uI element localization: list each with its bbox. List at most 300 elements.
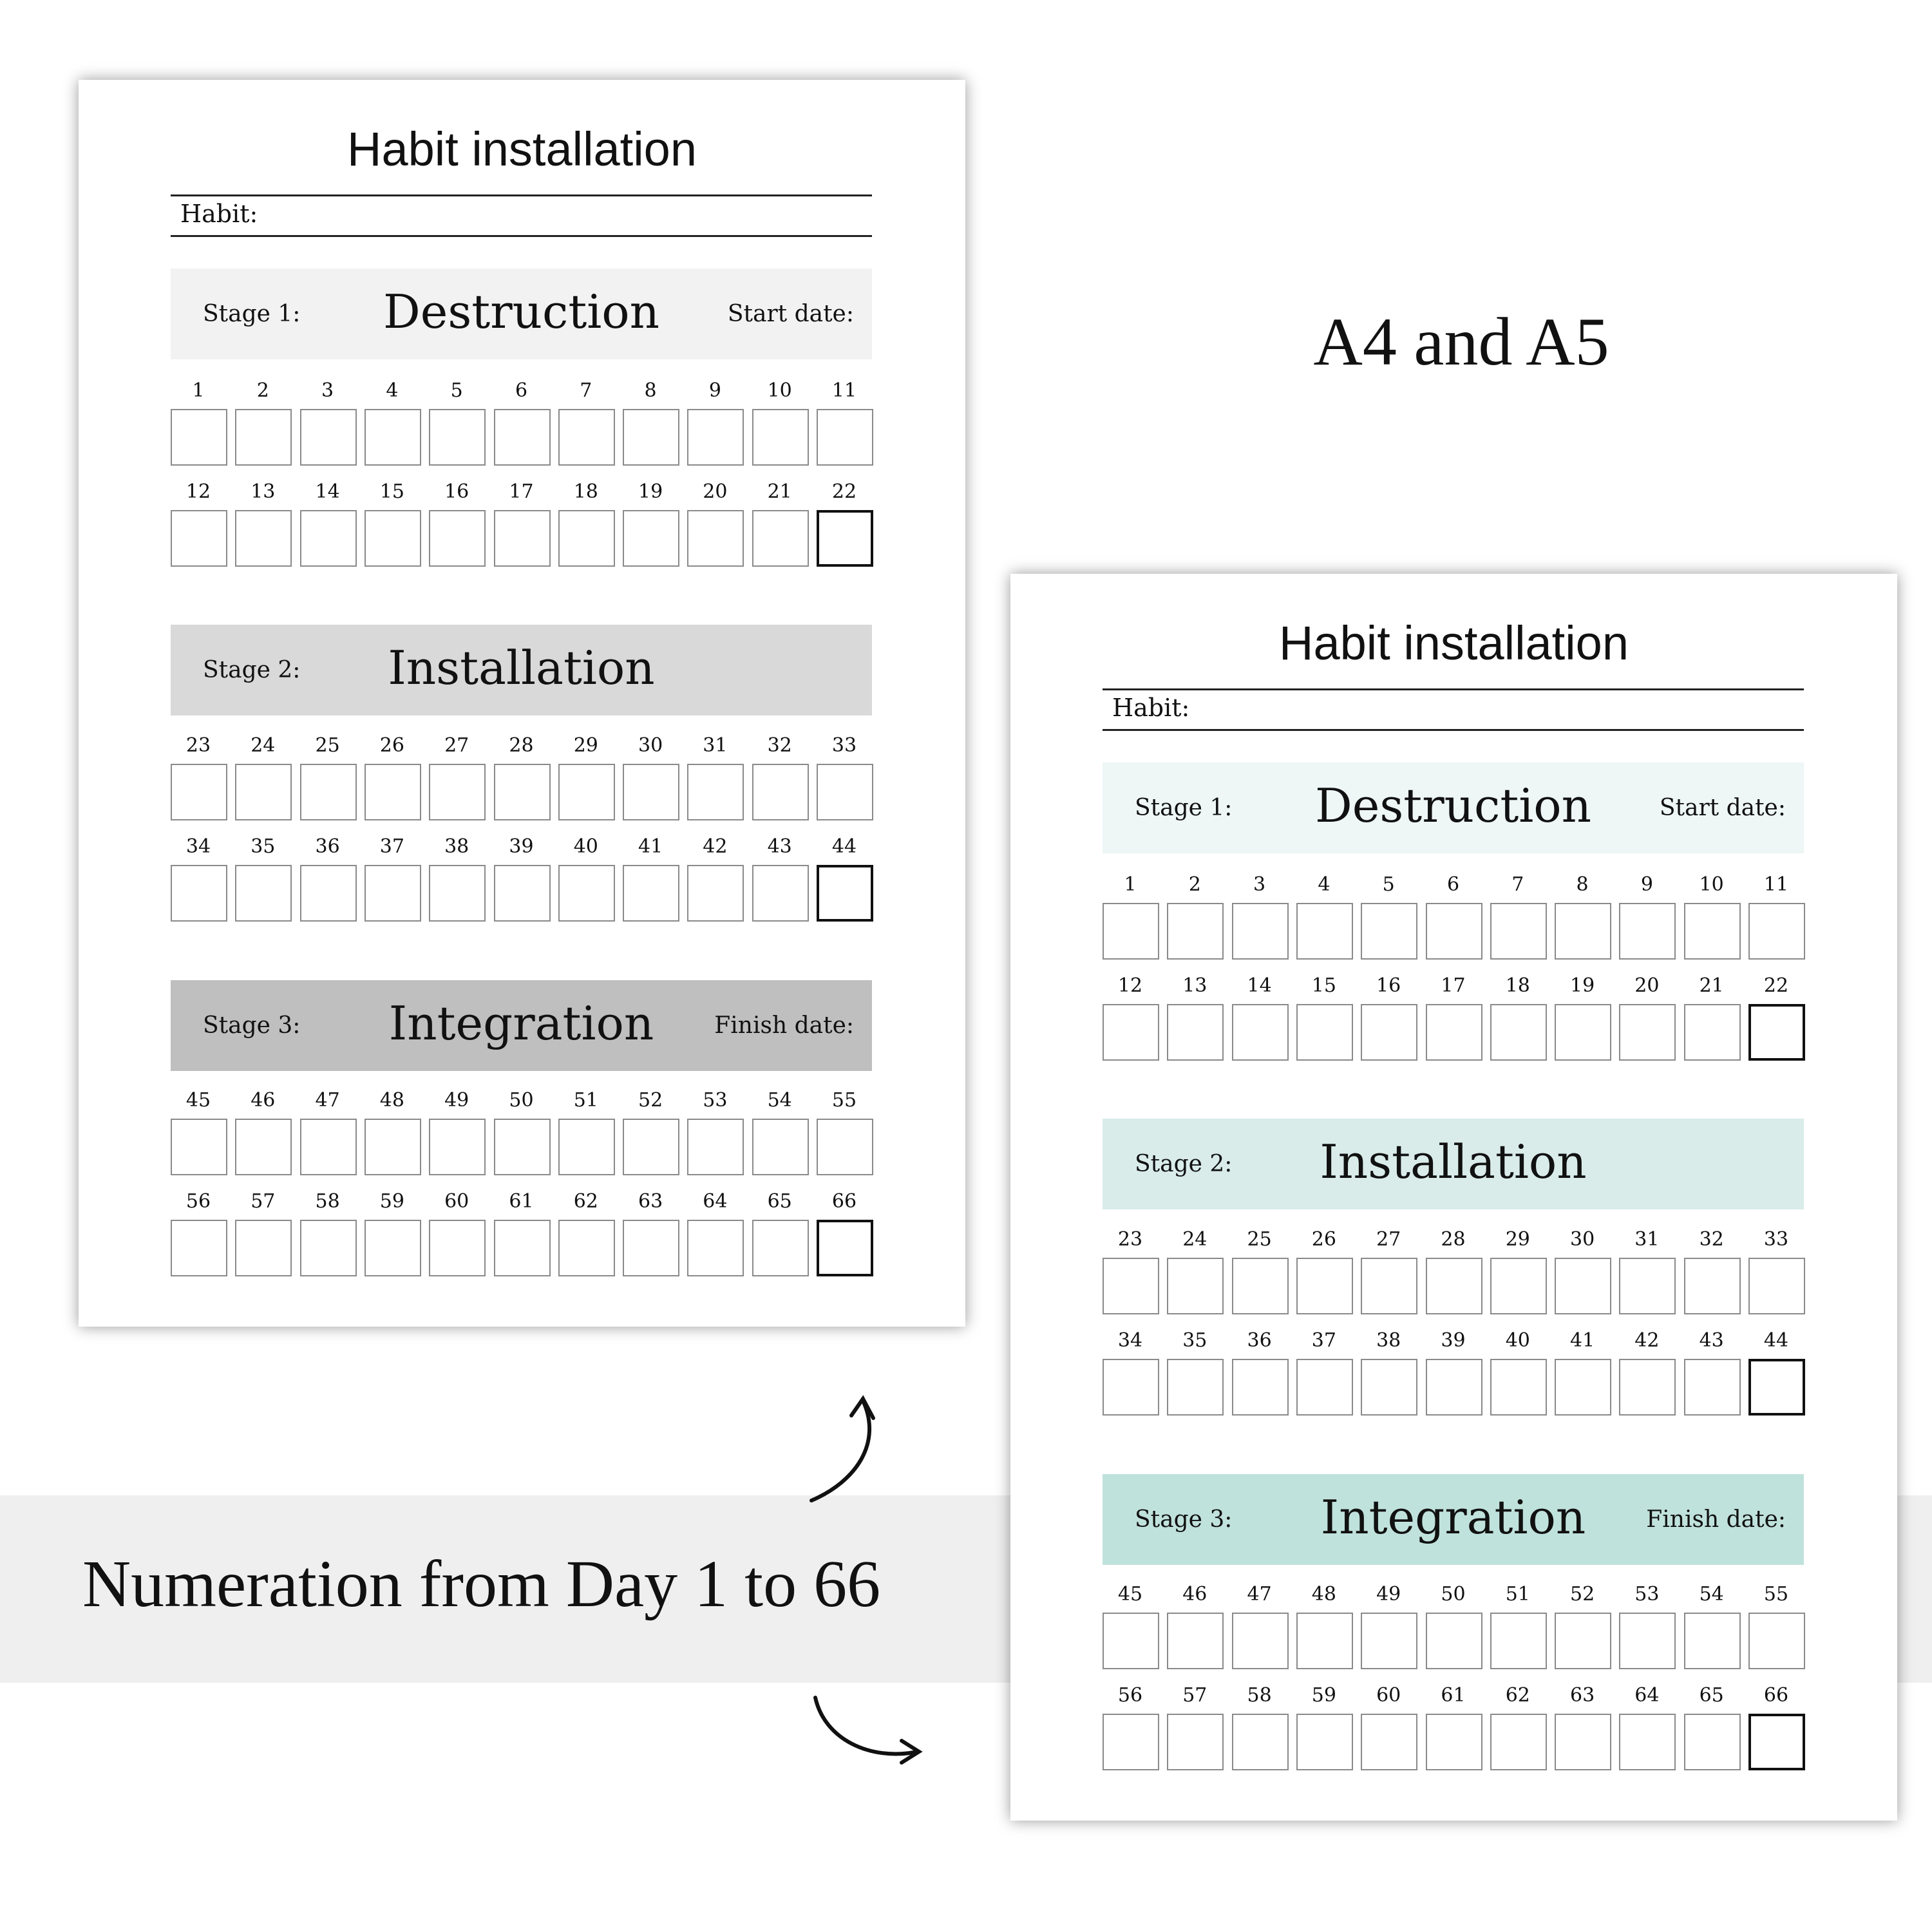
day-checkbox[interactable] bbox=[1232, 1359, 1289, 1416]
day-cell bbox=[687, 480, 743, 565]
day-checkbox[interactable] bbox=[752, 409, 809, 466]
day-number: 41 bbox=[1570, 1329, 1595, 1352]
day-checkbox[interactable] bbox=[300, 510, 357, 567]
day-row bbox=[1103, 873, 1811, 961]
day-checkbox[interactable] bbox=[1490, 1714, 1547, 1770]
day-cell bbox=[1748, 1583, 1804, 1668]
day-number: 14 bbox=[315, 480, 340, 503]
day-checkbox[interactable] bbox=[1167, 1258, 1224, 1314]
day-number: 11 bbox=[1763, 873, 1789, 896]
day-cell bbox=[687, 1190, 743, 1275]
day-number: 46 bbox=[1182, 1583, 1208, 1605]
day-checkbox[interactable] bbox=[1296, 1004, 1353, 1061]
day-checkbox[interactable] bbox=[623, 409, 679, 466]
day-cell bbox=[752, 379, 808, 464]
day-checkbox[interactable] bbox=[1361, 903, 1417, 960]
day-cell bbox=[494, 1089, 549, 1174]
day-checkbox[interactable] bbox=[1555, 1714, 1611, 1770]
day-cell bbox=[494, 1190, 549, 1275]
day-cell bbox=[1555, 974, 1610, 1059]
day-number: 34 bbox=[185, 835, 211, 858]
stage-label: Stage 1: bbox=[1135, 795, 1233, 821]
day-checkbox[interactable] bbox=[1426, 1714, 1482, 1770]
day-checkbox[interactable] bbox=[1232, 1714, 1289, 1770]
day-number: 23 bbox=[185, 734, 211, 757]
day-checkbox[interactable] bbox=[171, 764, 227, 820]
day-number: 41 bbox=[638, 835, 663, 858]
day-cell bbox=[235, 734, 290, 819]
day-checkbox[interactable] bbox=[1167, 1359, 1224, 1416]
day-cell bbox=[235, 835, 290, 920]
day-number: 6 bbox=[515, 379, 528, 402]
day-number: 48 bbox=[379, 1089, 404, 1112]
day-checkbox[interactable] bbox=[1296, 1714, 1353, 1770]
day-number: 48 bbox=[1311, 1583, 1336, 1605]
day-checkbox[interactable] bbox=[1361, 1714, 1417, 1770]
day-cell bbox=[300, 379, 355, 464]
day-checkbox[interactable] bbox=[752, 510, 809, 567]
day-checkbox[interactable] bbox=[1232, 1613, 1289, 1669]
day-checkbox[interactable] bbox=[171, 409, 227, 466]
day-checkbox[interactable] bbox=[494, 865, 551, 922]
day-checkbox[interactable] bbox=[235, 865, 292, 922]
day-checkbox[interactable] bbox=[235, 510, 292, 567]
day-checkbox[interactable] bbox=[687, 1119, 744, 1175]
day-cell bbox=[1232, 974, 1287, 1059]
day-number: 65 bbox=[767, 1190, 792, 1213]
day-number: 16 bbox=[444, 480, 469, 503]
day-cell bbox=[1361, 1228, 1416, 1313]
day-checkbox[interactable] bbox=[365, 409, 421, 466]
day-number: 43 bbox=[1699, 1329, 1724, 1352]
day-cell bbox=[1555, 1583, 1610, 1668]
day-number: 44 bbox=[1763, 1329, 1789, 1352]
day-number: 42 bbox=[1634, 1329, 1660, 1352]
day-checkbox[interactable] bbox=[687, 510, 744, 567]
day-cell bbox=[1426, 974, 1481, 1059]
stage-date-label: Start date: bbox=[1659, 795, 1786, 821]
day-checkbox[interactable] bbox=[300, 865, 357, 922]
day-checkbox[interactable] bbox=[1748, 1359, 1805, 1416]
day-cell bbox=[429, 1089, 484, 1174]
day-checkbox[interactable] bbox=[752, 764, 809, 820]
day-cell bbox=[1103, 974, 1158, 1059]
day-cell bbox=[235, 480, 290, 565]
day-number: 14 bbox=[1247, 974, 1272, 997]
day-number: 47 bbox=[315, 1089, 340, 1112]
day-number: 53 bbox=[1634, 1583, 1660, 1605]
day-number: 27 bbox=[1376, 1228, 1401, 1251]
day-checkbox[interactable] bbox=[365, 1119, 421, 1175]
day-checkbox[interactable] bbox=[817, 1220, 873, 1276]
day-checkbox[interactable] bbox=[429, 1220, 486, 1276]
day-checkbox[interactable] bbox=[1426, 1004, 1482, 1061]
day-checkbox[interactable] bbox=[1748, 1714, 1805, 1770]
day-checkbox[interactable] bbox=[1103, 1359, 1159, 1416]
habit-label: Habit: bbox=[1112, 694, 1190, 722]
day-cell bbox=[1619, 873, 1674, 958]
day-checkbox[interactable] bbox=[235, 764, 292, 820]
day-number: 27 bbox=[444, 734, 469, 757]
day-number: 30 bbox=[1570, 1228, 1595, 1251]
day-checkbox[interactable] bbox=[1684, 1714, 1741, 1770]
day-checkbox[interactable] bbox=[1361, 1004, 1417, 1061]
day-cell bbox=[1684, 873, 1739, 958]
day-checkbox[interactable] bbox=[558, 409, 615, 466]
numeration-caption: Numeration from Day 1 to 66 bbox=[82, 1547, 881, 1621]
stage-band bbox=[1103, 762, 1804, 853]
day-number: 63 bbox=[638, 1190, 663, 1213]
stage-name: Installation bbox=[388, 641, 655, 695]
day-checkbox[interactable] bbox=[429, 865, 486, 922]
day-cell bbox=[429, 835, 484, 920]
day-cell bbox=[817, 379, 872, 464]
day-checkbox[interactable] bbox=[1619, 903, 1676, 960]
day-checkbox[interactable] bbox=[1426, 903, 1482, 960]
day-cell bbox=[171, 1190, 226, 1275]
day-cell bbox=[558, 379, 614, 464]
day-checkbox[interactable] bbox=[1555, 1359, 1611, 1416]
day-number: 61 bbox=[509, 1190, 534, 1213]
day-number: 29 bbox=[573, 734, 598, 757]
day-checkbox[interactable] bbox=[1619, 1613, 1676, 1669]
day-number: 45 bbox=[1117, 1583, 1143, 1605]
day-cell bbox=[1103, 873, 1158, 958]
day-checkbox[interactable] bbox=[1748, 1004, 1805, 1061]
day-cell bbox=[1167, 1684, 1222, 1769]
day-checkbox[interactable] bbox=[817, 1119, 873, 1175]
day-checkbox[interactable] bbox=[1103, 903, 1159, 960]
day-checkbox[interactable] bbox=[1426, 1258, 1482, 1314]
day-checkbox[interactable] bbox=[1103, 1714, 1159, 1770]
day-cell bbox=[494, 379, 549, 464]
day-cell bbox=[235, 379, 290, 464]
day-checkbox[interactable] bbox=[171, 1119, 227, 1175]
day-checkbox[interactable] bbox=[1490, 903, 1547, 960]
day-number: 31 bbox=[703, 734, 728, 757]
stage-label: Stage 3: bbox=[1135, 1506, 1233, 1533]
day-cell bbox=[1103, 1684, 1158, 1769]
arrow-up-head-icon bbox=[851, 1399, 873, 1418]
day-checkbox[interactable] bbox=[365, 1220, 421, 1276]
day-checkbox[interactable] bbox=[429, 409, 486, 466]
page-title: Habit installation bbox=[347, 122, 697, 176]
stage-name: Destruction bbox=[383, 285, 659, 339]
day-checkbox[interactable] bbox=[623, 1220, 679, 1276]
day-cell bbox=[1490, 1583, 1546, 1668]
day-checkbox[interactable] bbox=[558, 764, 615, 820]
day-cell bbox=[623, 480, 678, 565]
day-checkbox[interactable] bbox=[1232, 1258, 1289, 1314]
day-number: 55 bbox=[1763, 1583, 1789, 1605]
day-number: 8 bbox=[644, 379, 657, 402]
day-cell bbox=[1232, 1228, 1287, 1313]
day-number: 12 bbox=[1117, 974, 1143, 997]
day-number: 17 bbox=[509, 480, 534, 503]
day-number: 59 bbox=[379, 1190, 404, 1213]
day-checkbox[interactable] bbox=[1103, 1004, 1159, 1061]
day-checkbox[interactable] bbox=[300, 1119, 357, 1175]
day-number: 17 bbox=[1441, 974, 1466, 997]
day-cell bbox=[817, 734, 872, 819]
day-number: 5 bbox=[450, 379, 463, 402]
day-number: 43 bbox=[767, 835, 792, 858]
day-number: 8 bbox=[1576, 873, 1589, 896]
day-checkbox[interactable] bbox=[1426, 1613, 1482, 1669]
day-checkbox[interactable] bbox=[817, 510, 873, 567]
day-checkbox[interactable] bbox=[1555, 1258, 1611, 1314]
day-checkbox[interactable] bbox=[687, 409, 744, 466]
day-number: 26 bbox=[379, 734, 404, 757]
day-checkbox[interactable] bbox=[817, 409, 873, 466]
day-checkbox[interactable] bbox=[1684, 903, 1741, 960]
day-checkbox[interactable] bbox=[1684, 1613, 1741, 1669]
day-checkbox[interactable] bbox=[365, 865, 421, 922]
day-cell bbox=[494, 835, 549, 920]
day-number: 63 bbox=[1570, 1684, 1595, 1707]
day-number: 6 bbox=[1446, 873, 1460, 896]
day-checkbox[interactable] bbox=[171, 510, 227, 567]
day-checkbox[interactable] bbox=[1232, 903, 1289, 960]
day-cell bbox=[300, 480, 355, 565]
day-number: 15 bbox=[379, 480, 404, 503]
day-number: 29 bbox=[1505, 1228, 1530, 1251]
day-number: 64 bbox=[703, 1190, 728, 1213]
day-number: 66 bbox=[831, 1190, 857, 1213]
day-cell bbox=[171, 379, 226, 464]
day-number: 57 bbox=[251, 1190, 276, 1213]
day-number: 10 bbox=[1699, 873, 1724, 896]
day-checkbox[interactable] bbox=[817, 764, 873, 820]
day-checkbox[interactable] bbox=[1619, 1359, 1676, 1416]
day-checkbox[interactable] bbox=[1619, 1714, 1676, 1770]
day-number: 35 bbox=[1182, 1329, 1208, 1352]
day-checkbox[interactable] bbox=[1167, 1004, 1224, 1061]
day-checkbox[interactable] bbox=[752, 865, 809, 922]
day-cell bbox=[1619, 1228, 1674, 1313]
day-number: 3 bbox=[1253, 873, 1266, 896]
day-cell bbox=[1555, 1684, 1610, 1769]
day-cell bbox=[365, 1190, 420, 1275]
day-number: 38 bbox=[1376, 1329, 1401, 1352]
day-row bbox=[1103, 1684, 1811, 1772]
day-number: 39 bbox=[1441, 1329, 1466, 1352]
day-number: 30 bbox=[638, 734, 663, 757]
day-number: 59 bbox=[1311, 1684, 1336, 1707]
day-cell bbox=[1232, 1583, 1287, 1668]
day-row bbox=[171, 1190, 879, 1278]
day-cell bbox=[171, 480, 226, 565]
day-cell bbox=[1490, 1684, 1546, 1769]
stage-band bbox=[1103, 1119, 1804, 1209]
day-number: 12 bbox=[185, 480, 211, 503]
day-cell bbox=[1296, 1329, 1352, 1414]
day-cell bbox=[1619, 1583, 1674, 1668]
day-number: 46 bbox=[251, 1089, 276, 1112]
day-checkbox[interactable] bbox=[752, 1220, 809, 1276]
day-cell bbox=[1490, 1329, 1546, 1414]
day-checkbox[interactable] bbox=[1619, 1258, 1676, 1314]
day-checkbox[interactable] bbox=[1103, 1613, 1159, 1669]
day-cell bbox=[623, 835, 678, 920]
day-cell bbox=[1426, 1684, 1481, 1769]
day-number: 51 bbox=[1505, 1583, 1530, 1605]
day-row bbox=[1103, 1228, 1811, 1316]
day-checkbox[interactable] bbox=[494, 409, 551, 466]
day-checkbox[interactable] bbox=[1619, 1004, 1676, 1061]
day-cell bbox=[1167, 1583, 1222, 1668]
day-checkbox[interactable] bbox=[429, 510, 486, 567]
day-checkbox[interactable] bbox=[1296, 903, 1353, 960]
day-checkbox[interactable] bbox=[171, 1220, 227, 1276]
day-checkbox[interactable] bbox=[623, 510, 679, 567]
stage-band bbox=[171, 625, 872, 715]
day-cell bbox=[365, 480, 420, 565]
day-number: 16 bbox=[1376, 974, 1401, 997]
day-row bbox=[171, 1089, 879, 1177]
day-checkbox[interactable] bbox=[1361, 1613, 1417, 1669]
day-checkbox[interactable] bbox=[1167, 1714, 1224, 1770]
day-number: 2 bbox=[256, 379, 269, 402]
day-cell bbox=[817, 835, 872, 920]
arrow-up-icon bbox=[811, 1401, 869, 1501]
day-number: 58 bbox=[1247, 1684, 1272, 1707]
day-cell bbox=[1426, 1583, 1481, 1668]
day-number: 31 bbox=[1634, 1228, 1660, 1251]
day-checkbox[interactable] bbox=[300, 1220, 357, 1276]
stage-band bbox=[1103, 1474, 1804, 1565]
day-number: 49 bbox=[1376, 1583, 1401, 1605]
day-checkbox[interactable] bbox=[687, 764, 744, 820]
day-cell bbox=[429, 379, 484, 464]
day-checkbox[interactable] bbox=[235, 1220, 292, 1276]
day-cell bbox=[429, 480, 484, 565]
day-checkbox[interactable] bbox=[365, 510, 421, 567]
day-cell bbox=[1426, 1228, 1481, 1313]
day-number: 62 bbox=[573, 1190, 598, 1213]
day-number: 40 bbox=[573, 835, 598, 858]
day-cell bbox=[1232, 873, 1287, 958]
day-cell bbox=[300, 734, 355, 819]
day-checkbox[interactable] bbox=[1426, 1359, 1482, 1416]
day-checkbox[interactable] bbox=[494, 764, 551, 820]
day-cell bbox=[1167, 1329, 1222, 1414]
day-checkbox[interactable] bbox=[558, 1119, 615, 1175]
day-checkbox[interactable] bbox=[558, 865, 615, 922]
day-number: 60 bbox=[1376, 1684, 1401, 1707]
day-number: 52 bbox=[1570, 1583, 1595, 1605]
day-number: 65 bbox=[1699, 1684, 1724, 1707]
day-cell bbox=[623, 379, 678, 464]
day-checkbox[interactable] bbox=[687, 865, 744, 922]
day-checkbox[interactable] bbox=[623, 1119, 679, 1175]
day-checkbox[interactable] bbox=[365, 764, 421, 820]
day-number: 1 bbox=[1124, 873, 1137, 896]
day-row bbox=[171, 835, 879, 923]
day-checkbox[interactable] bbox=[558, 1220, 615, 1276]
day-checkbox[interactable] bbox=[300, 764, 357, 820]
day-checkbox[interactable] bbox=[1296, 1613, 1353, 1669]
day-cell bbox=[1232, 1329, 1287, 1414]
day-number: 10 bbox=[767, 379, 792, 402]
day-checkbox[interactable] bbox=[817, 865, 873, 922]
day-checkbox[interactable] bbox=[687, 1220, 744, 1276]
day-cell bbox=[235, 1190, 290, 1275]
stage-label: Stage 2: bbox=[203, 657, 301, 683]
day-checkbox[interactable] bbox=[1490, 1004, 1547, 1061]
day-checkbox[interactable] bbox=[1684, 1004, 1741, 1061]
day-number: 18 bbox=[1505, 974, 1530, 997]
day-checkbox[interactable] bbox=[1555, 1004, 1611, 1061]
day-checkbox[interactable] bbox=[429, 764, 486, 820]
day-cell bbox=[1684, 974, 1739, 1059]
day-number: 9 bbox=[1640, 873, 1653, 896]
day-checkbox[interactable] bbox=[623, 764, 679, 820]
arrow-right-icon bbox=[815, 1698, 918, 1754]
day-number: 34 bbox=[1117, 1329, 1143, 1352]
day-checkbox[interactable] bbox=[1748, 903, 1805, 960]
day-checkbox[interactable] bbox=[1684, 1258, 1741, 1314]
day-checkbox[interactable] bbox=[1232, 1004, 1289, 1061]
day-checkbox[interactable] bbox=[494, 1119, 551, 1175]
day-checkbox[interactable] bbox=[1555, 1613, 1611, 1669]
day-number: 50 bbox=[1441, 1583, 1466, 1605]
day-checkbox[interactable] bbox=[1103, 1258, 1159, 1314]
day-cell bbox=[1167, 1228, 1222, 1313]
day-cell bbox=[752, 1089, 808, 1174]
day-checkbox[interactable] bbox=[300, 409, 357, 466]
day-number: 5 bbox=[1382, 873, 1395, 896]
day-cell bbox=[1748, 974, 1804, 1059]
day-checkbox[interactable] bbox=[494, 1220, 551, 1276]
day-number: 60 bbox=[444, 1190, 469, 1213]
day-checkbox[interactable] bbox=[1296, 1359, 1353, 1416]
day-checkbox[interactable] bbox=[1296, 1258, 1353, 1314]
day-number: 2 bbox=[1188, 873, 1201, 896]
day-checkbox[interactable] bbox=[1361, 1359, 1417, 1416]
day-checkbox[interactable] bbox=[1748, 1258, 1805, 1314]
day-row bbox=[171, 480, 879, 568]
day-cell bbox=[752, 480, 808, 565]
day-checkbox[interactable] bbox=[494, 510, 551, 567]
day-checkbox[interactable] bbox=[1490, 1359, 1547, 1416]
day-checkbox[interactable] bbox=[235, 409, 292, 466]
day-cell bbox=[752, 734, 808, 819]
day-checkbox[interactable] bbox=[1748, 1613, 1805, 1669]
day-checkbox[interactable] bbox=[1684, 1359, 1741, 1416]
day-checkbox[interactable] bbox=[1167, 903, 1224, 960]
day-number: 54 bbox=[767, 1089, 792, 1112]
day-checkbox[interactable] bbox=[1490, 1613, 1547, 1669]
day-checkbox[interactable] bbox=[558, 510, 615, 567]
day-checkbox[interactable] bbox=[1555, 903, 1611, 960]
day-number: 52 bbox=[638, 1089, 663, 1112]
day-checkbox[interactable] bbox=[1361, 1258, 1417, 1314]
day-checkbox[interactable] bbox=[1167, 1613, 1224, 1669]
day-checkbox[interactable] bbox=[1490, 1258, 1547, 1314]
day-number: 37 bbox=[379, 835, 404, 858]
day-checkbox[interactable] bbox=[235, 1119, 292, 1175]
a4-page-preview bbox=[79, 80, 965, 1327]
day-checkbox[interactable] bbox=[752, 1119, 809, 1175]
day-cell bbox=[687, 379, 743, 464]
day-checkbox[interactable] bbox=[623, 865, 679, 922]
day-checkbox[interactable] bbox=[429, 1119, 486, 1175]
day-cell bbox=[171, 835, 226, 920]
day-checkbox[interactable] bbox=[171, 865, 227, 922]
day-cell bbox=[365, 1089, 420, 1174]
day-cell bbox=[235, 1089, 290, 1174]
